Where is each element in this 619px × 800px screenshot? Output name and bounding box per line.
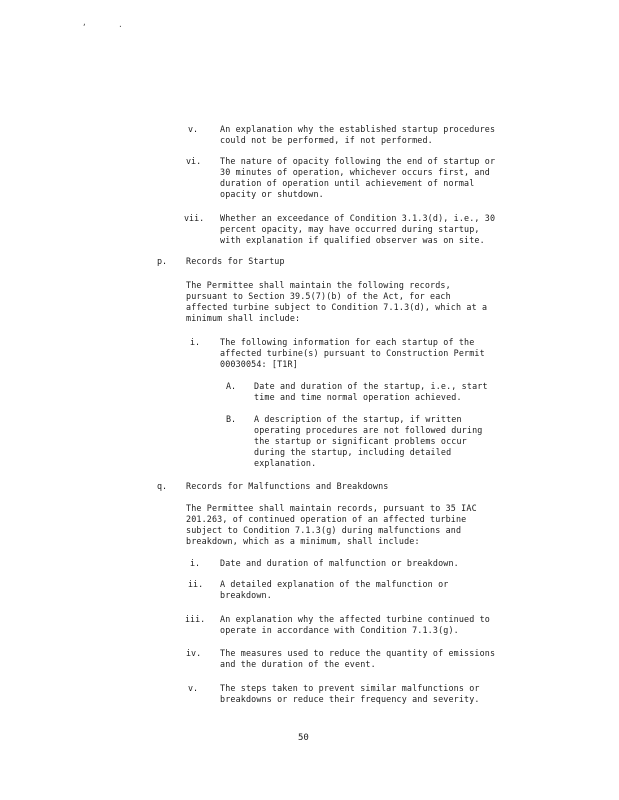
item-text-line: could not be performed, if not performed. xyxy=(220,135,433,145)
scan-speck-2: . xyxy=(118,20,123,29)
item-text-line: Date and duration of malfunction or breakdown. xyxy=(220,558,459,568)
subitem-text-line: A description of the startup, if written xyxy=(254,414,462,424)
section-heading: Records for Malfunctions and Breakdowns xyxy=(186,481,389,491)
subitem-text-line: during the startup, including detailed xyxy=(254,447,452,457)
section-marker: q. xyxy=(157,481,168,491)
item-text-line: A detailed explanation of the malfunction or xyxy=(220,579,449,589)
section-heading: Records for Startup xyxy=(186,256,285,266)
section-intro-line: 201.263, of continued operation of an affected turbine xyxy=(186,514,467,524)
scan-speck-1: , xyxy=(82,18,87,27)
item-marker: vi. xyxy=(186,156,202,166)
subitem-marker: A. xyxy=(226,381,237,391)
item-text-line: percent opacity, may have occurred during startup, xyxy=(220,224,480,234)
item-marker: v. xyxy=(188,124,199,134)
item-text-line: and the duration of the event. xyxy=(220,659,376,669)
section-intro-line: affected turbine subject to Condition 7.1.3(d), which at a xyxy=(186,302,488,312)
section-intro-line: subject to Condition 7.1.3(g) during malfunctions and xyxy=(186,525,462,535)
section-intro-line: minimum shall include: xyxy=(186,313,301,323)
subitem-text-line: Date and duration of the startup, i.e., start xyxy=(254,381,488,391)
item-text-line: The nature of opacity following the end of startup or xyxy=(220,156,496,166)
item-text-line: breakdowns or reduce their frequency and severity. xyxy=(220,694,480,704)
section-marker: p. xyxy=(157,256,168,266)
section-intro-line: The Permittee shall maintain records, pursuant to 35 IAC xyxy=(186,503,477,513)
item-marker: i. xyxy=(190,558,201,568)
item-text-line: opacity or shutdown. xyxy=(220,189,324,199)
item-text-line: breakdown. xyxy=(220,590,272,600)
section-intro-line: pursuant to Section 39.5(7)(b) of the Act, for each xyxy=(186,291,451,301)
item-text-line: 00030054: [T1R] xyxy=(220,359,298,369)
item-marker: v. xyxy=(188,683,199,693)
item-text-line: 30 minutes of operation, whichever occurs first, and xyxy=(220,167,490,177)
page-number: 50 xyxy=(298,733,309,743)
item-text-line: duration of operation until achievement of normal xyxy=(220,178,475,188)
subitem-text-line: the startup or significant problems occur xyxy=(254,436,467,446)
item-marker: i. xyxy=(190,337,201,347)
item-marker: iv. xyxy=(186,648,202,658)
item-text-line: An explanation why the established startup procedures xyxy=(220,124,496,134)
section-intro-line: The Permittee shall maintain the following records, xyxy=(186,280,451,290)
item-text-line: The measures used to reduce the quantity of emissions xyxy=(220,648,496,658)
subitem-marker: B. xyxy=(226,414,237,424)
item-text-line: operate in accordance with Condition 7.1.3(g). xyxy=(220,625,459,635)
subitem-text-line: operating procedures are not followed during xyxy=(254,425,483,435)
item-text-line: Whether an exceedance of Condition 3.1.3(d), i.e., 30 xyxy=(220,213,496,223)
item-text-line: with explanation if qualified observer was on site. xyxy=(220,235,485,245)
section-intro-line: breakdown, which as a minimum, shall include: xyxy=(186,536,420,546)
subitem-text-line: explanation. xyxy=(254,458,317,468)
item-marker: vii. xyxy=(184,213,205,223)
item-text-line: The following information for each startup of the xyxy=(220,337,475,347)
item-marker: iii. xyxy=(185,614,206,624)
item-marker: ii. xyxy=(188,579,204,589)
item-text-line: The steps taken to prevent similar malfunctions or xyxy=(220,683,480,693)
subitem-text-line: time and time normal operation achieved. xyxy=(254,392,462,402)
item-text-line: affected turbine(s) pursuant to Construction Permit xyxy=(220,348,485,358)
item-text-line: An explanation why the affected turbine continued to xyxy=(220,614,490,624)
